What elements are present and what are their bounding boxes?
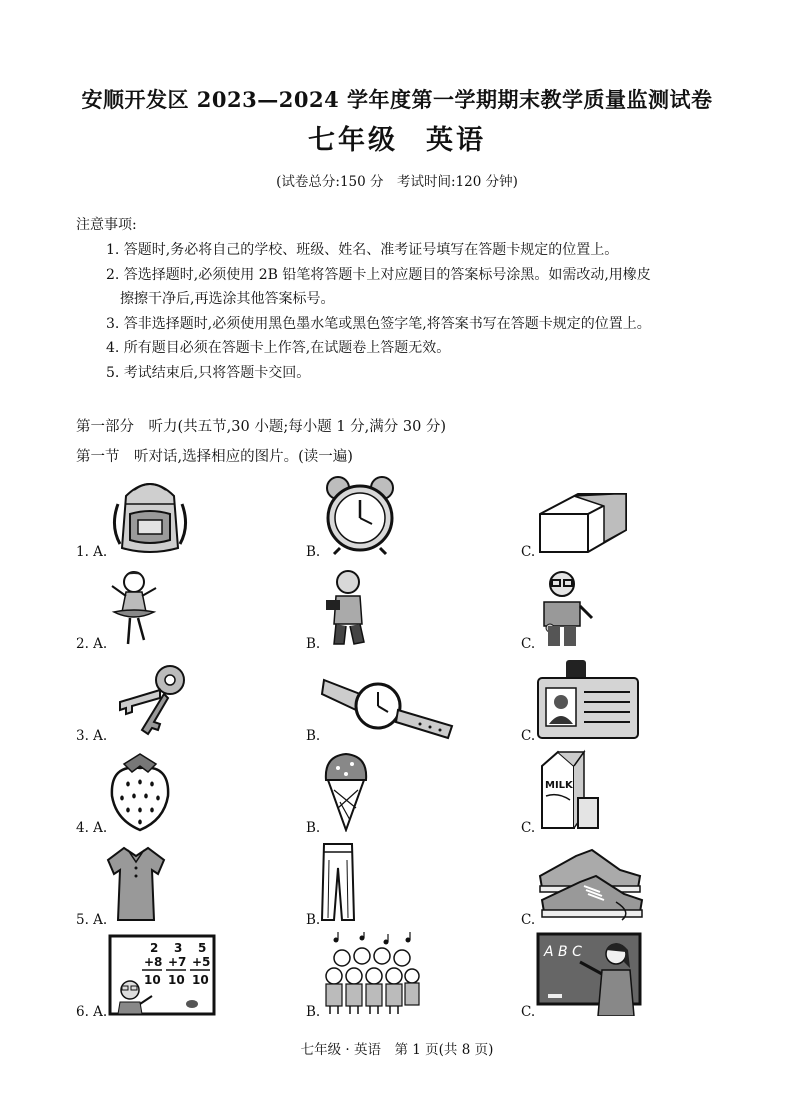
option-c-label: C. bbox=[521, 820, 536, 836]
option-a-label: 5. A. bbox=[76, 912, 108, 928]
math-teacher-icon bbox=[108, 934, 216, 1016]
math-bot-1: 10 bbox=[144, 973, 161, 987]
subject-label: 英语 bbox=[426, 125, 486, 156]
ballet-girl-icon bbox=[106, 568, 162, 648]
option-b-label: B. bbox=[306, 1004, 321, 1020]
option-a-label: 2. A. bbox=[76, 636, 108, 652]
milk-label: MILK bbox=[545, 780, 573, 791]
notice-item-continued: 擦擦干净后,再选涂其他答案标号。 bbox=[120, 291, 335, 307]
notice-item: 5. 考试结束后,只将答题卡交回。 bbox=[106, 364, 311, 381]
grade-label: 七年级 bbox=[308, 125, 398, 156]
question-row bbox=[0, 836, 794, 928]
option-c-label: C. bbox=[521, 1004, 536, 1020]
option-c-label: C. bbox=[521, 544, 536, 560]
math-mid-3: +5 bbox=[192, 955, 211, 969]
notice-item: 4. 所有题目必须在答题卡上作答,在试题卷上答题无效。 bbox=[106, 340, 451, 356]
option-a-label: 4. A. bbox=[76, 820, 108, 836]
alarm-clock-icon bbox=[320, 474, 400, 556]
eraser-icon bbox=[534, 474, 630, 556]
notice-item: 1. 答题时,务必将自己的学校、班级、姓名、准考证号填写在答题卡规定的位置上。 bbox=[106, 242, 619, 258]
notice-heading: 注意事项: bbox=[76, 217, 137, 233]
math-mid-1: +8 bbox=[144, 955, 163, 969]
math-mid-2: +7 bbox=[168, 955, 187, 969]
question-row bbox=[0, 652, 794, 744]
exam-info: (试卷总分:150 分 考试时间:120 分钟) bbox=[276, 174, 518, 190]
milk-icon bbox=[536, 748, 602, 832]
old-man-icon bbox=[534, 568, 596, 648]
section-one-heading: 第一节 听对话,选择相应的图片。(读一遍) bbox=[76, 449, 353, 465]
option-a-label: 6. A. bbox=[76, 1004, 108, 1020]
backpack-icon bbox=[108, 474, 192, 556]
option-c-label: C. bbox=[521, 912, 536, 928]
id-card-icon bbox=[536, 658, 640, 740]
notice-list bbox=[106, 238, 746, 385]
board-text: A B C bbox=[544, 944, 582, 960]
option-c-label: C. bbox=[521, 728, 536, 744]
option-b-label: B. bbox=[306, 544, 321, 560]
part-one-heading: 第一部分 听力(共五节,30 小题;每小题 1 分,满分 30 分) bbox=[76, 419, 447, 435]
sneakers-icon bbox=[536, 842, 644, 922]
option-a-label: 3. A. bbox=[76, 728, 108, 744]
choir-icon bbox=[322, 932, 422, 1016]
option-c-label: C. bbox=[521, 636, 536, 652]
ice-cream-icon bbox=[322, 750, 370, 832]
math-bot-3: 10 bbox=[192, 973, 209, 987]
photographer-icon bbox=[322, 568, 372, 648]
pants-icon bbox=[318, 840, 358, 924]
question-row bbox=[0, 744, 794, 836]
option-b-label: B. bbox=[306, 636, 321, 652]
question-row bbox=[0, 928, 794, 1020]
watch-icon bbox=[320, 660, 456, 740]
strawberry-icon bbox=[108, 750, 172, 832]
grade-subject-title bbox=[0, 118, 794, 157]
math-bot-2: 10 bbox=[168, 973, 185, 987]
question-row bbox=[0, 468, 794, 560]
keys-icon bbox=[108, 658, 192, 740]
notice-item: 3. 答非选择题时,必须使用黑色墨水笔或黑色签字笔,将答案书写在答题卡规定的位置上。 bbox=[106, 315, 651, 332]
english-teacher-icon bbox=[536, 932, 642, 1016]
option-b-label: B. bbox=[306, 728, 321, 744]
t-shirt-icon bbox=[106, 842, 166, 924]
math-top-1: 2 bbox=[150, 941, 159, 955]
question-row bbox=[0, 560, 794, 652]
option-b-label: B. bbox=[306, 820, 321, 836]
option-a-label: 1. A. bbox=[76, 544, 108, 560]
page-footer: 七年级 · 英语 第 1 页(共 8 页) bbox=[300, 1042, 494, 1058]
option-b-label: B. bbox=[306, 912, 321, 928]
notice-item: 2. 答选择题时,必须使用 2B 铅笔将答题卡上对应题目的答案标号涂黑。如需改动,用橡皮 bbox=[106, 266, 651, 283]
math-top-3: 5 bbox=[198, 941, 207, 955]
math-top-2: 3 bbox=[174, 941, 183, 955]
exam-title: 安顺开发区 2023—2024 学年度第一学期期末教学质量监测试卷 bbox=[81, 87, 713, 112]
